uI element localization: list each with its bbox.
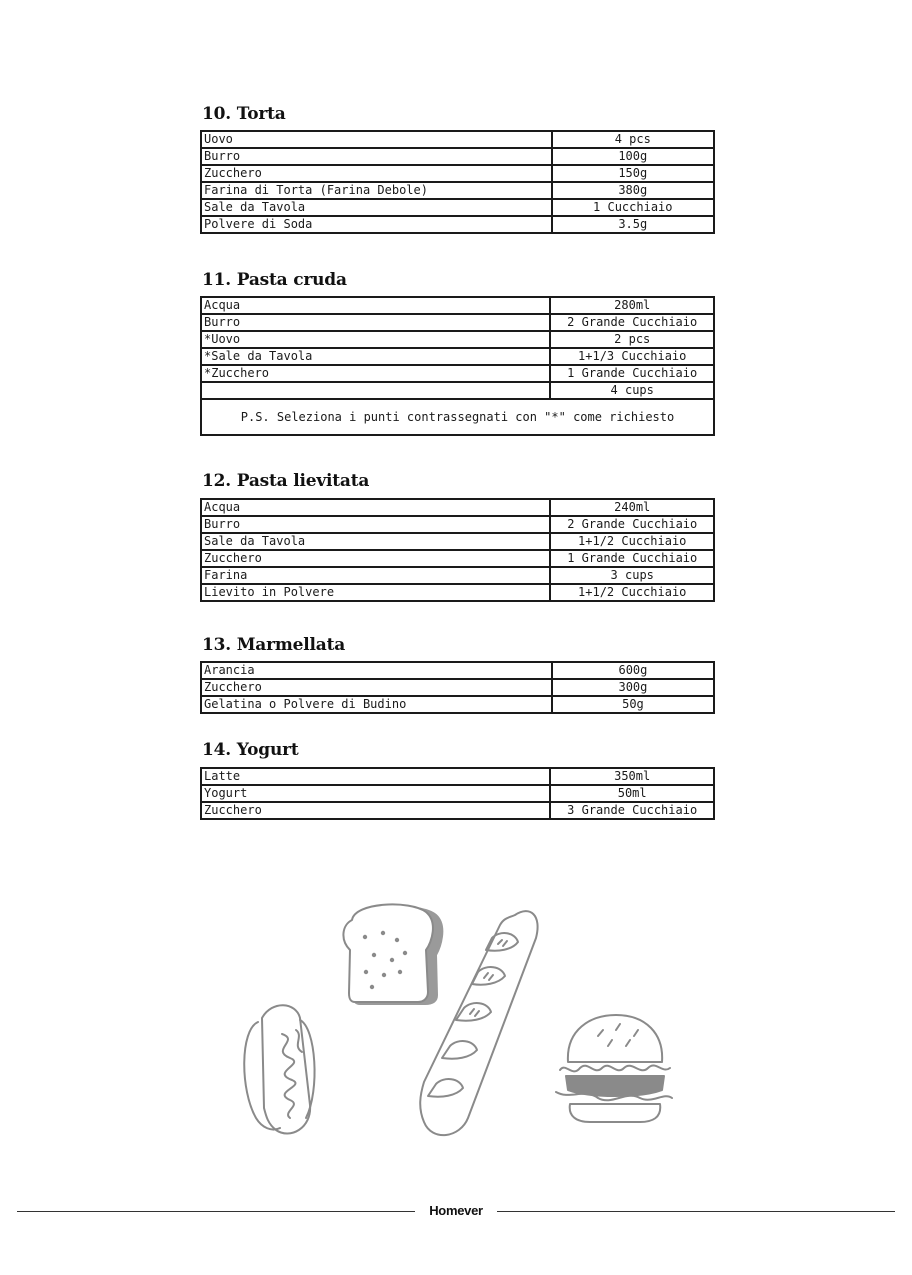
quantity-cell: 100g xyxy=(552,148,714,165)
ingredient-cell: Zucchero xyxy=(201,165,552,182)
quantity-cell: 600g xyxy=(552,662,714,679)
ingredient-cell: *Uovo xyxy=(201,331,550,348)
ingredient-cell: Arancia xyxy=(201,662,552,679)
quantity-cell: 2 Grande Cucchiaio xyxy=(550,314,714,331)
ingredient-cell: Gelatina o Polvere di Budino xyxy=(201,696,552,713)
ingredient-cell: Farina di Torta (Farina Debole) xyxy=(201,182,552,199)
quantity-cell: 50ml xyxy=(550,785,714,802)
quantity-cell: 1 Grande Cucchiaio xyxy=(550,550,714,567)
quantity-cell: 280ml xyxy=(550,297,714,314)
section-title-pasta-cruda: 11. Pasta cruda xyxy=(202,270,347,290)
section-title-pasta-lievitata: 12. Pasta lievitata xyxy=(202,471,370,491)
section-title-yogurt: 14. Yogurt xyxy=(202,740,299,760)
ingredient-cell: Acqua xyxy=(201,297,550,314)
quantity-cell: 3.5g xyxy=(552,216,714,233)
ingredient-cell: Sale da Tavola xyxy=(201,199,552,216)
ingredient-cell: Burro xyxy=(201,516,550,533)
selection-note: P.S. Seleziona i punti contrassegnati con "*" come richiesto xyxy=(201,399,714,435)
quantity-cell: 1 Cucchiaio xyxy=(552,199,714,216)
ingredient-cell: Farina xyxy=(201,567,550,584)
quantity-cell: 240ml xyxy=(550,499,714,516)
quantity-cell: 2 Grande Cucchiaio xyxy=(550,516,714,533)
ingredient-cell: Zucchero xyxy=(201,550,550,567)
quantity-cell: 4 cups xyxy=(550,382,714,399)
ingredient-cell: Acqua xyxy=(201,499,550,516)
hot-dog-icon xyxy=(244,1005,314,1133)
quantity-cell: 150g xyxy=(552,165,714,182)
quantity-cell: 1+1/2 Cucchiaio xyxy=(550,533,714,550)
section-title-torta: 10. Torta xyxy=(202,104,286,124)
ingredient-cell: Lievito in Polvere xyxy=(201,584,550,601)
ingredient-cell: Zucchero xyxy=(201,679,552,696)
ingredient-cell: Zucchero xyxy=(201,802,550,819)
ingredient-cell: *Zucchero xyxy=(201,365,550,382)
ingredient-cell: Polvere di Soda xyxy=(201,216,552,233)
bread-slice-icon xyxy=(343,904,442,1004)
brand-logo: Homever xyxy=(429,1203,483,1218)
ingredient-cell: Burro xyxy=(201,148,552,165)
quantity-cell: 1+1/3 Cucchiaio xyxy=(550,348,714,365)
ingredient-cell: Burro xyxy=(201,314,550,331)
ingredient-cell: Sale da Tavola xyxy=(201,533,550,550)
section-title-marmellata: 13. Marmellata xyxy=(202,635,346,655)
burger-icon xyxy=(556,1015,672,1122)
ingredient-cell: Uovo xyxy=(201,131,552,148)
quantity-cell: 4 pcs xyxy=(552,131,714,148)
ingredient-cell: Latte xyxy=(201,768,550,785)
quantity-cell: 1+1/2 Cucchiaio xyxy=(550,584,714,601)
quantity-cell: 3 Grande Cucchiaio xyxy=(550,802,714,819)
quantity-cell: 3 cups xyxy=(550,567,714,584)
quantity-cell: 350ml xyxy=(550,768,714,785)
quantity-cell: 1 Grande Cucchiaio xyxy=(550,365,714,382)
quantity-cell: 50g xyxy=(552,696,714,713)
quantity-cell: 2 pcs xyxy=(550,331,714,348)
quantity-cell: 380g xyxy=(552,182,714,199)
ingredient-cell: Yogurt xyxy=(201,785,550,802)
quantity-cell: 300g xyxy=(552,679,714,696)
ingredient-cell: *Sale da Tavola xyxy=(201,348,550,365)
